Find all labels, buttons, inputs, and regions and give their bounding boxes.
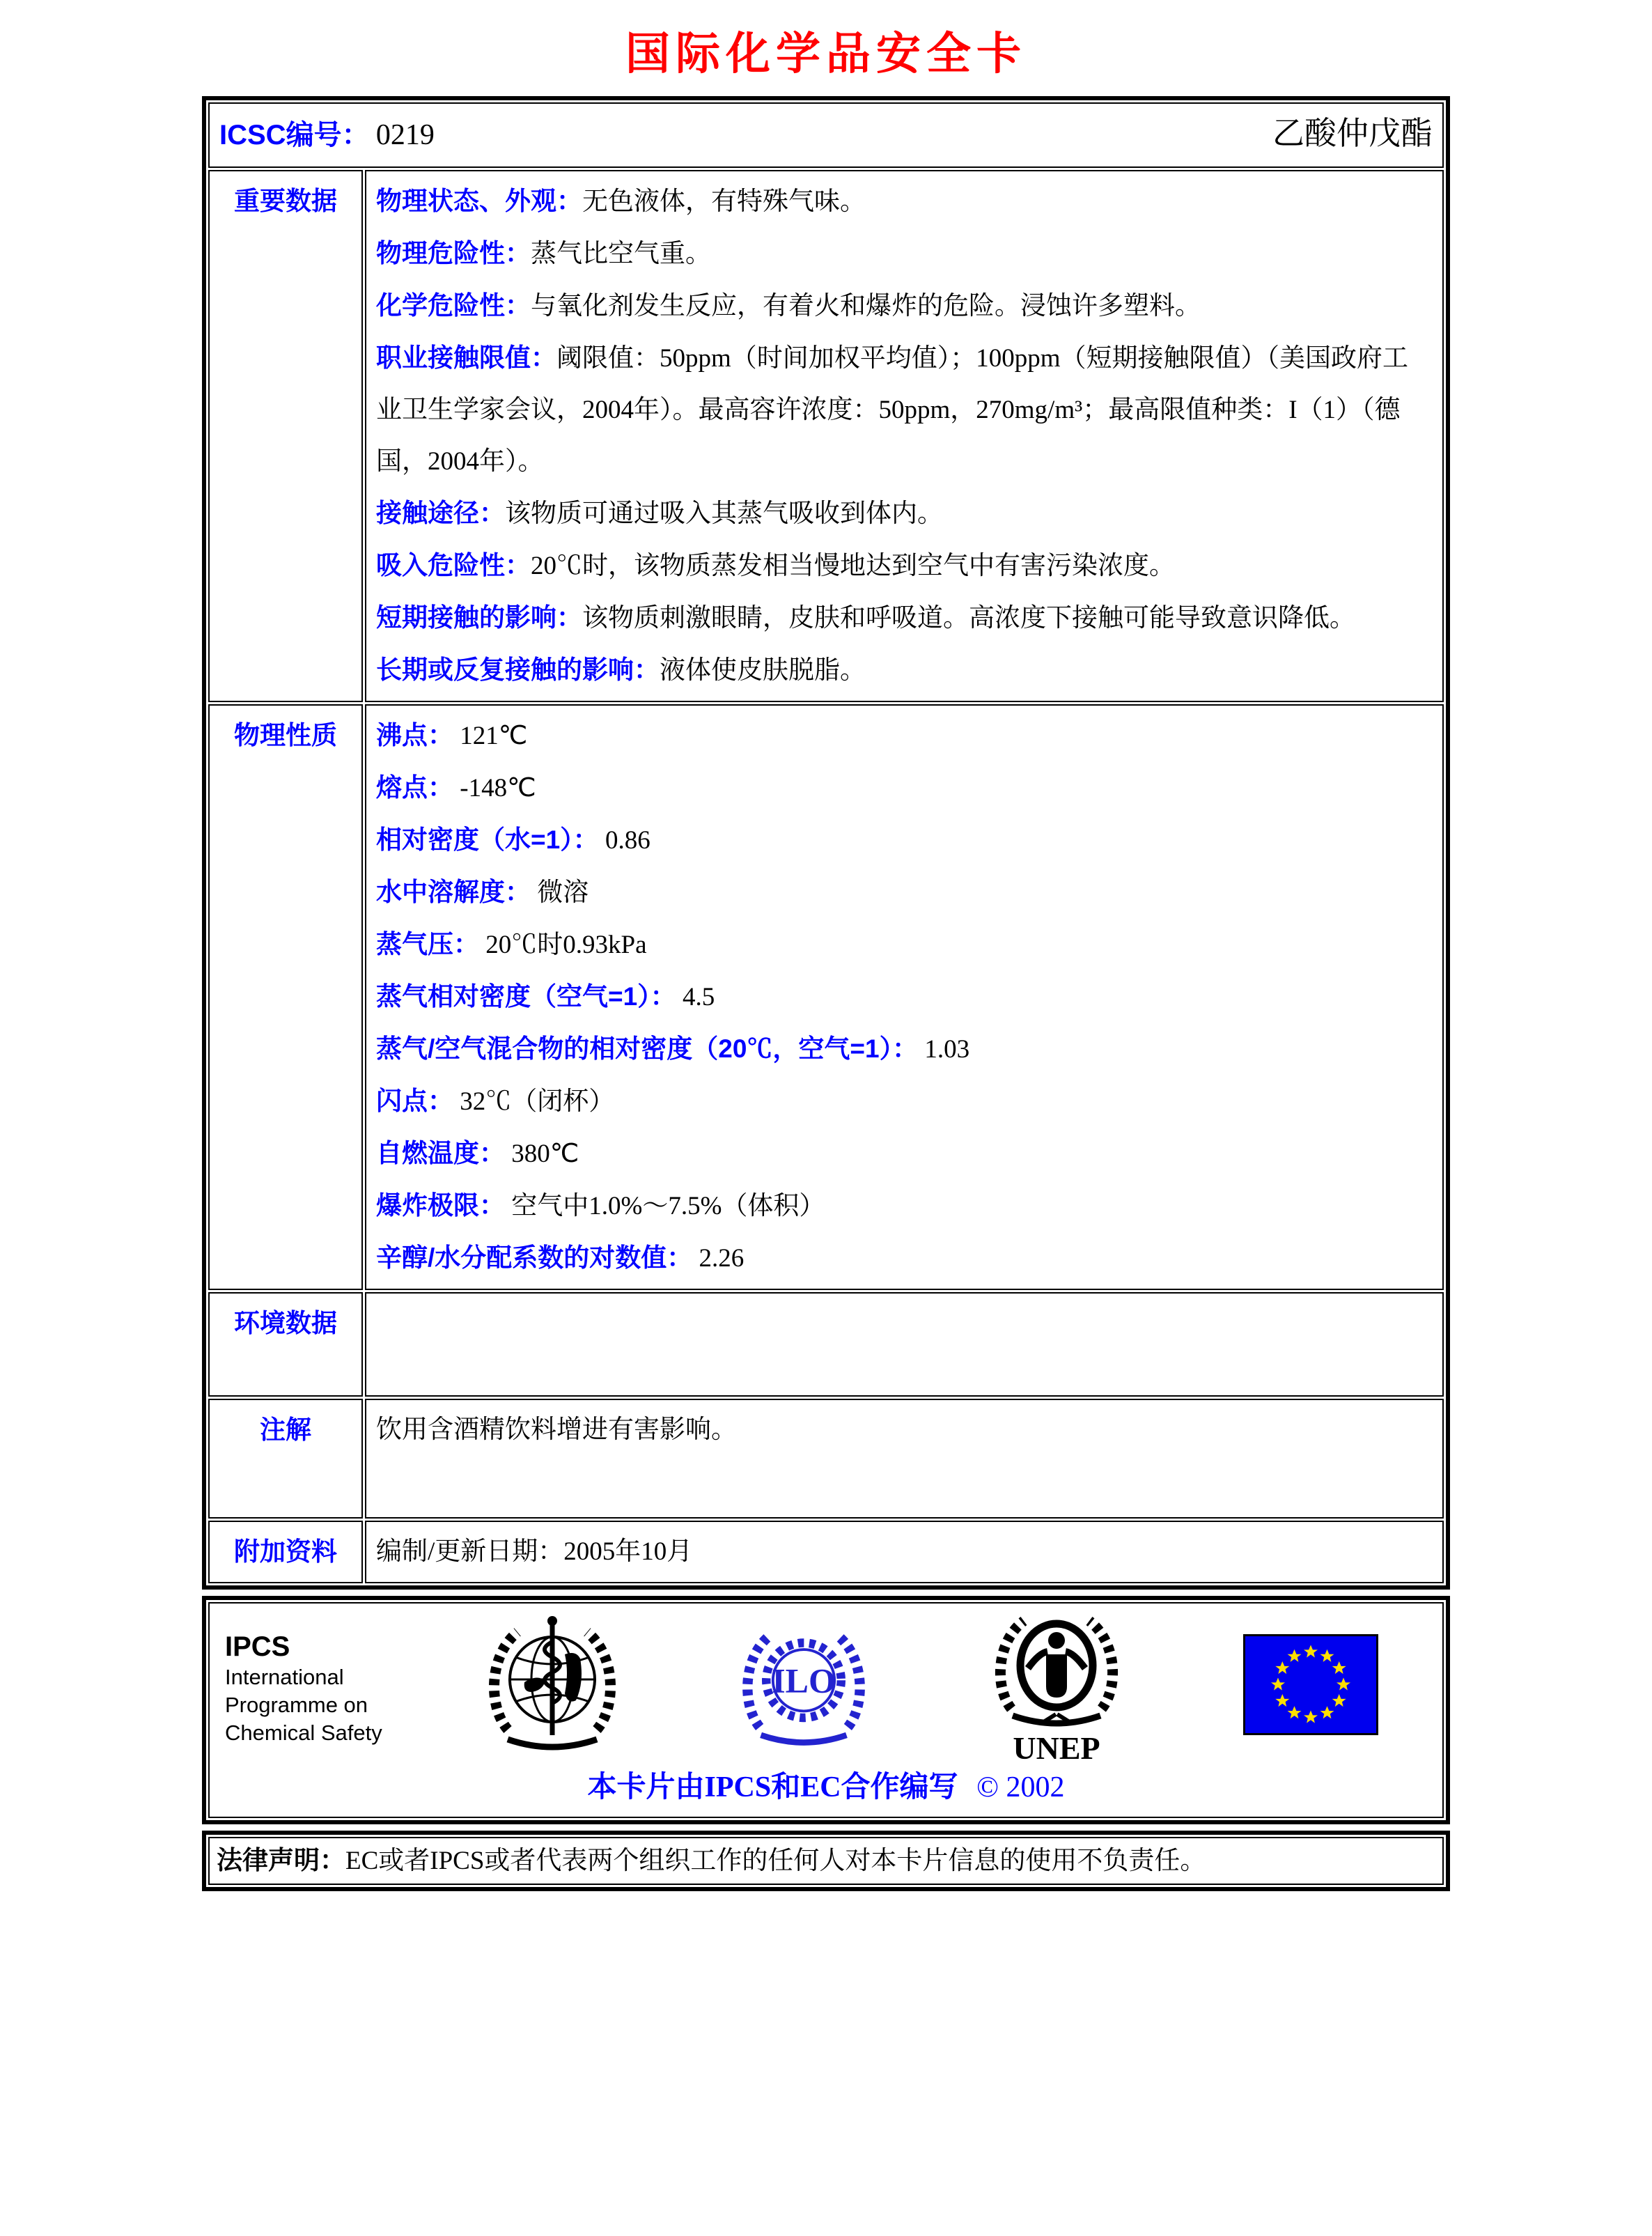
chemical-name: 乙酸仲戊酯 (1272, 116, 1433, 151)
data-line: 物理危险性：蒸气比空气重。 (376, 239, 711, 268)
legal-label: 法律声明： (217, 1846, 345, 1874)
section-label-additional-info: 附加资料 (208, 1521, 363, 1583)
data-line: 长期或反复接触的影响：液体使皮肤脱脂。 (376, 655, 866, 685)
section-label-physical-properties: 物理性质 (208, 704, 363, 1290)
property-line: 水中溶解度： 微溶 (376, 878, 589, 907)
section-label-notes: 注解 (208, 1399, 363, 1519)
data-line: 短期接触的影响：该物质刺激眼睛，皮肤和呼吸道。高浓度下接触可能导致意识降低。 (376, 603, 1355, 632)
ipcs-subtitle-line: International (225, 1665, 344, 1689)
property-line: 蒸气压： 20℃时0.93kPa (376, 930, 647, 959)
data-line: 化学危险性：与氧化剂发生反应，有着火和爆炸的危险。浸蚀许多塑料。 (376, 291, 1201, 320)
unep-logo-text: UNEP (1013, 1730, 1100, 1764)
main-table (202, 96, 1450, 1590)
environmental-data-content (365, 1292, 1444, 1397)
notes-content: 饮用含酒精饮料增进有害影响。 (365, 1399, 1444, 1519)
header-row (208, 102, 1444, 168)
data-line: 接触途径：该物质可通过吸入其蒸气吸收到体内。 (376, 499, 943, 528)
footer-caption (217, 1764, 1435, 1806)
unep-logo-icon (985, 1604, 1128, 1764)
ipcs-text-block (217, 1630, 426, 1747)
property-line: 闪点： 32℃（闭杯） (376, 1087, 615, 1116)
property-line: 自燃温度： 380℃ (376, 1139, 579, 1168)
ipcs-title: IPCS (225, 1631, 290, 1662)
property-line: 熔点： -148℃ (376, 773, 536, 802)
property-line: 爆炸极限： 空气中1.0%～7.5%（体积） (376, 1191, 825, 1220)
data-line: 物理状态、外观：无色液体，有特殊气味。 (376, 187, 866, 216)
section-label-important-data: 重要数据 (208, 170, 363, 702)
legal-text: EC或者IPCS或者代表两个组织工作的任何人对本卡片信息的使用不负责任。 (345, 1847, 1206, 1875)
physical-properties-content (365, 704, 1444, 1290)
icsc-number-value: 0219 (375, 119, 435, 151)
icsc-number-label: ICSC编号： (219, 120, 370, 150)
section-important-data (208, 170, 1444, 702)
ipcs-subtitle-line: Chemical Safety (225, 1721, 382, 1745)
data-line: 职业接触限值：阈限值：50ppm（时间加权平均值）；100ppm（短期接触限值）（美国政府工业卫生学家会议，2004年）。最高容许浓度：50ppm，270mg/m³；最高限值种类：I（1）（德国，2004年）。 (376, 343, 1409, 476)
who-logo-icon (483, 1613, 622, 1756)
footer-box (202, 1596, 1450, 1824)
property-line: 沸点： 121℃ (376, 721, 528, 750)
caption-text: 本卡片由IPCS和EC合作编写 (587, 1771, 958, 1803)
copyright-text: © 2002 (976, 1771, 1065, 1803)
section-physical-properties (208, 704, 1444, 1290)
important-data-content (365, 170, 1444, 702)
ilo-logo-text: ILO (771, 1661, 836, 1700)
legal-box (202, 1831, 1450, 1891)
page-title: 国际化学品安全卡 (625, 29, 1027, 79)
ipcs-subtitle-line: Programme on (225, 1693, 368, 1717)
additional-info-content: 编制/更新日期：2005年10月 (365, 1521, 1444, 1583)
eu-flag-icon (1243, 1634, 1378, 1735)
data-line: 吸入危险性：20℃时，该物质蒸发相当慢地达到空气中有害污染浓度。 (376, 551, 1175, 580)
property-line: 蒸气相对密度（空气=1）： 4.5 (376, 982, 715, 1011)
section-label-environmental-data: 环境数据 (208, 1292, 363, 1397)
property-line: 蒸气/空气混合物的相对密度（20℃，空气=1）： 1.03 (376, 1034, 970, 1064)
section-notes (208, 1399, 1444, 1519)
icsc-card-page (0, 18, 1652, 1891)
section-additional-info (208, 1521, 1444, 1583)
property-line: 辛醇/水分配系数的对数值： 2.26 (376, 1243, 745, 1273)
ilo-logo-icon (737, 1617, 871, 1751)
header-cell (208, 102, 1444, 168)
property-line: 相对密度（水=1）： 0.86 (376, 825, 650, 855)
section-environmental-data (208, 1292, 1444, 1397)
